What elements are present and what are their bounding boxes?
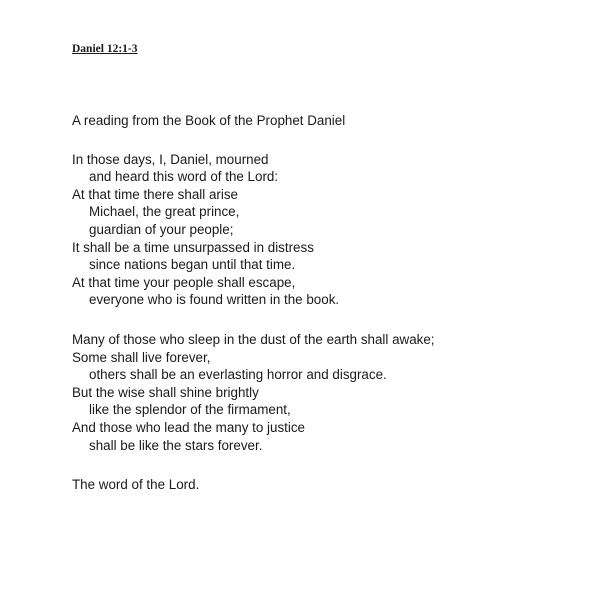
stanza-line: and heard this word of the Lord: — [89, 169, 279, 185]
stanza-line: Many of those who sleep in the dust of the earth shall awake; — [72, 331, 435, 347]
stanza-line: It shall be a time unsurpassed in distress — [72, 239, 314, 255]
stanza-line: But the wise shall shine brightly — [72, 384, 259, 400]
stanza-line: others shall be an everlasting horror and disgrace. — [89, 367, 387, 383]
stanza-line: everyone who is found written in the book. — [89, 292, 340, 308]
stanza-line: In those days, I, Daniel, mourned — [72, 151, 269, 167]
stanza-line: At that time there shall arise — [72, 186, 238, 202]
scripture-citation: Daniel 12:1-3 — [72, 43, 138, 55]
stanza-line: shall be like the stars forever. — [89, 437, 263, 453]
stanza-line: And those who lead the many to justice — [72, 419, 305, 435]
stanza-line: since nations began until that time. — [89, 257, 296, 273]
stanza-line: At that time your people shall escape, — [72, 274, 296, 290]
stanza-line: Some shall live forever, — [72, 349, 211, 365]
reading-closing: The word of the Lord. — [72, 477, 200, 493]
stanza-line: like the splendor of the firmament, — [89, 402, 291, 418]
reading-body — [72, 112, 592, 494]
reading-intro: A reading from the Book of the Prophet Daniel — [72, 113, 346, 128]
stanza-line: guardian of your people; — [89, 221, 234, 237]
stanza-1 — [72, 151, 592, 309]
stanza-line: Michael, the great prince, — [89, 204, 240, 220]
stanza-2 — [72, 331, 592, 454]
